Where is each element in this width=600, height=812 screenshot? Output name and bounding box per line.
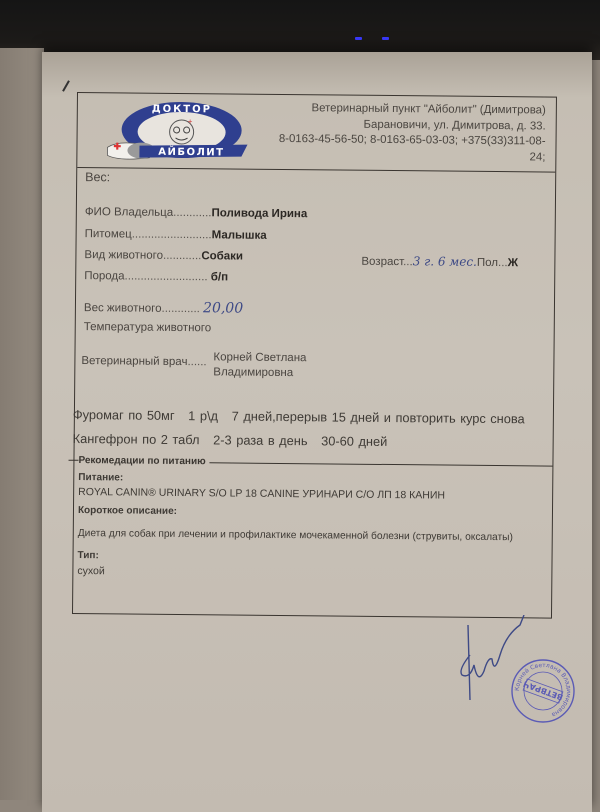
species-value: Собаки bbox=[201, 250, 244, 263]
indicator-light bbox=[355, 37, 362, 40]
type-value: сухой bbox=[77, 565, 105, 578]
leader-dots: ...... bbox=[187, 356, 207, 369]
vet-name-line1: Корней Светлана bbox=[213, 351, 307, 365]
pet-value: Малышка bbox=[211, 229, 267, 242]
clinic-name: Ветеринарный пункт "Айболит" (Димитрова) bbox=[311, 102, 546, 117]
owner-value: Поливода Ирина bbox=[211, 207, 308, 221]
species-label: Вид животного bbox=[84, 249, 164, 262]
divider bbox=[77, 167, 555, 173]
leader-dots: ............ bbox=[162, 249, 202, 263]
type-label: Тип: bbox=[77, 550, 99, 562]
animal-weight-row bbox=[84, 299, 243, 317]
desc-value: Диета для собак при лечении и профилактике мочекаменной болезни (струвиты, оксалаты) bbox=[77, 528, 513, 544]
food-label: Питание: bbox=[78, 472, 124, 484]
vet-form bbox=[68, 92, 557, 619]
clinic-phones-cont: 24; bbox=[529, 150, 546, 163]
temperature-label: Температура животного bbox=[83, 321, 212, 335]
vet-name-line2: Владимировна bbox=[213, 366, 294, 380]
pet-label: Питомец bbox=[84, 228, 132, 241]
age-value: 3 г. 6 мес. bbox=[412, 254, 477, 269]
temperature-row bbox=[84, 321, 212, 334]
clinic-phones: 8-0163-45-56-50; 8-0163-65-03-03; +375(33)311-08- bbox=[278, 132, 546, 148]
leader-dots: ............ bbox=[161, 302, 200, 316]
owner-row bbox=[85, 206, 308, 220]
sex-value: Ж bbox=[507, 257, 519, 270]
vet-label: Ветеринарный врач bbox=[81, 355, 188, 369]
leader-dots: .......................... bbox=[124, 270, 208, 284]
nutrition-section-title: Рекомедации по питанию bbox=[78, 455, 206, 468]
desc-label: Короткое описание: bbox=[77, 505, 178, 517]
breed-label: Порода bbox=[84, 270, 125, 283]
prescription-2: Кангефрон по 2 табл 2-3 раза в день 30-60 дней bbox=[72, 430, 388, 449]
owner-label: ФИО Владельца bbox=[84, 206, 174, 219]
weight-header: Вес: bbox=[85, 170, 111, 185]
food-value: ROYAL CANIN® URINARY S/O LP 18 CANINE УРИНАРИ С/О ЛП 18 КАНИН bbox=[78, 486, 446, 502]
animal-weight-value: 20,00 bbox=[203, 300, 244, 317]
age-label: Возраст bbox=[361, 255, 404, 269]
svg-text:+: + bbox=[187, 117, 193, 127]
breed-value: б/п bbox=[210, 271, 229, 284]
stamp-ring-text: Корней Светлана Владимировна bbox=[513, 661, 573, 719]
stamp-center-text: ВЕТВРАЧ bbox=[522, 679, 565, 702]
indicator-light bbox=[382, 37, 389, 40]
clinic-address: Барановичи, ул. Димитрова, д. 33. bbox=[363, 118, 546, 133]
vet-row bbox=[81, 355, 206, 368]
animal-weight-label: Вес животного bbox=[83, 302, 162, 315]
background-dark-edge bbox=[0, 0, 600, 60]
leader-dots: ......................... bbox=[131, 228, 212, 242]
breed-row bbox=[84, 270, 228, 283]
leader-dots: ............ bbox=[173, 206, 212, 220]
age-sex-row bbox=[361, 254, 518, 270]
divider bbox=[210, 462, 553, 466]
species-row bbox=[84, 249, 243, 263]
svg-text:✚: ✚ bbox=[113, 141, 122, 152]
clinic-logo bbox=[89, 95, 255, 165]
logo-bottom-text: АЙБОЛИТ bbox=[158, 146, 225, 159]
doctor-stamp bbox=[510, 658, 576, 724]
vet-name bbox=[213, 350, 306, 381]
leader-dots: ... bbox=[403, 256, 413, 269]
logo-top-text: ДОКТОР bbox=[151, 103, 213, 116]
pet-row bbox=[85, 228, 267, 242]
leader-dots: ... bbox=[497, 257, 508, 270]
clinic-info bbox=[245, 101, 546, 166]
background-wall bbox=[0, 48, 44, 800]
nutrition-section-header: — Рекомедации по питанию bbox=[68, 455, 552, 471]
sex-label: Пол bbox=[476, 256, 499, 270]
prescription-1: Фуромаг по 50мг 1 р\д 7 дней,перерыв 15 дней и повторить курс снова bbox=[72, 406, 525, 427]
